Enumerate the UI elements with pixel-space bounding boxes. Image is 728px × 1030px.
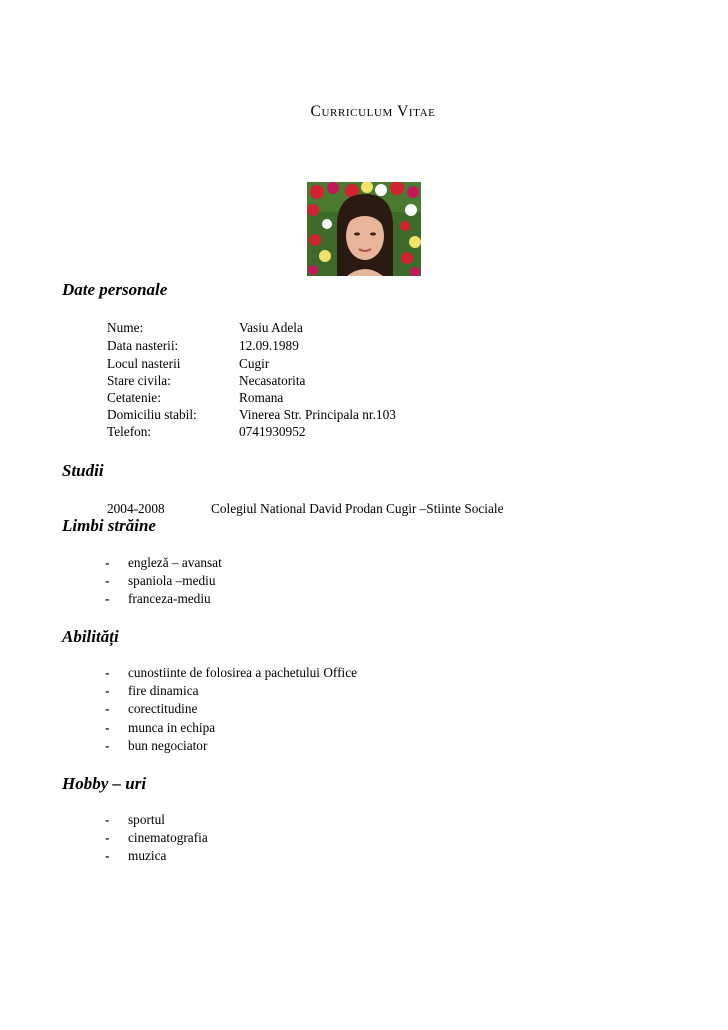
phone-label: Telefon: [107,424,152,439]
skill-text: bun negociator [128,738,208,753]
birth-date-label: Data nasterii: [107,338,179,353]
birth-place-value: Cugir [239,356,270,371]
marital-status-label: Stare civila: [107,373,171,388]
bullet-dash: - [105,573,110,588]
bullet-dash: - [105,555,110,570]
skill-text: munca in echipa [128,720,216,735]
study-period: 2004-2008 [107,501,165,516]
address-label: Domiciliu stabil: [107,407,197,422]
profile-photo [307,182,421,276]
birth-place-label: Locul nasterii [107,356,181,371]
phone-value: 0741930952 [239,424,306,439]
skill-text: cunostiinte de folosirea a pachetului Office [128,665,358,680]
hobby-text: cinematografia [128,830,208,845]
name-label: Nume: [107,320,144,335]
hobby-text: sportul [128,812,165,827]
bullet-dash: - [105,830,110,845]
bullet-dash: - [105,665,110,680]
studies-heading: Studii [62,461,104,480]
skill-text: fire dinamica [128,683,199,698]
birth-date-value: 12.09.1989 [239,338,299,353]
bullet-dash: - [105,720,110,735]
citizenship-label: Cetatenie: [107,390,161,405]
bullet-dash: - [105,812,110,827]
languages-heading: Limbi străine [62,516,156,535]
language-text: spaniola –mediu [128,573,216,588]
name-value: Vasiu Adela [239,320,303,335]
hobbies-heading: Hobby – uri [62,774,147,793]
language-text: franceza-mediu [128,591,211,606]
language-text: engleză – avansat [128,555,222,570]
bullet-dash: - [105,591,110,606]
bullet-dash: - [105,701,110,716]
bullet-dash: - [105,848,110,863]
personal-data-heading: Date personale [62,280,168,299]
bullet-dash: - [105,683,110,698]
hobby-text: muzica [128,848,167,863]
marital-status-value: Necasatorita [239,373,306,388]
study-school: Colegiul National David Prodan Cugir –Stiinte Sociale [211,501,504,516]
citizenship-value: Romana [239,390,284,405]
document-title: Curriculum Vitae [310,103,436,120]
address-value: Vinerea Str. Principala nr.103 [239,407,396,422]
skill-text: corectitudine [128,701,198,716]
bullet-dash: - [105,738,110,753]
portrait-photo-icon [307,182,421,276]
skills-heading: Abilități [62,627,119,646]
